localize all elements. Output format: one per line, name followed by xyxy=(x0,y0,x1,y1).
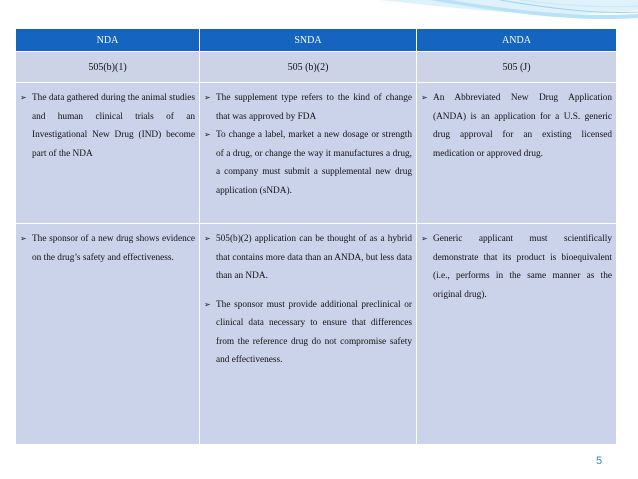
anda-cell-2 xyxy=(417,224,617,445)
snda-cell-1 xyxy=(200,83,417,224)
table-row xyxy=(16,83,617,224)
header-snda: SNDA xyxy=(200,29,417,52)
bullet-item: ➢ The sponsor of a new drug shows evidence on the drug’s safety and effectiveness. xyxy=(20,230,195,267)
header-anda: ANDA xyxy=(417,29,617,52)
bullet-item: ➢ Generic applicant must scientifically demonstrate that its product is bioequivalent (i.e., performs in the same manner as the original drug). xyxy=(421,230,612,304)
arrow-bullet-icon: ➢ xyxy=(204,93,211,102)
arrow-bullet-icon: ➢ xyxy=(20,234,27,243)
header-nda: NDA xyxy=(16,29,200,52)
header-row xyxy=(16,29,617,52)
arrow-bullet-icon: ➢ xyxy=(421,93,428,102)
bullet-item: ➢ To change a label, market a new dosage or strength of a drug, or change the way it manufactures a drug, a company must submit a supplemental new drug application (sNDA). xyxy=(204,126,412,200)
section-505-j: 505 (J) xyxy=(417,52,617,83)
page-number: 5 xyxy=(596,455,603,467)
arrow-bullet-icon: ➢ xyxy=(204,130,211,139)
table-row xyxy=(16,224,617,445)
anda-cell-1 xyxy=(417,83,617,224)
arrow-bullet-icon: ➢ xyxy=(204,299,211,309)
bullet-item: ➢ The sponsor must provide additional preclinical or clinical data necessary to ensure that differences from the reference drug do not compromise safety and effectiveness. xyxy=(204,296,412,370)
bullet-item: ➢ An Abbreviated New Drug Application (ANDA) is an application for a U.S. generic drug approval for an existing licensed medication or approved drug. xyxy=(421,89,612,163)
section-row xyxy=(16,52,617,83)
arrow-bullet-icon: ➢ xyxy=(421,234,428,243)
section-505-b-2: 505 (b)(2) xyxy=(200,52,417,83)
arrow-bullet-icon: ➢ xyxy=(204,234,211,243)
bullet-item: ➢ 505(b)(2) application can be thought of as a hybrid that contains more data than an ANDA, but less data than an NDA. xyxy=(204,230,412,286)
arrow-bullet-icon: ➢ xyxy=(20,93,27,102)
drug-application-table xyxy=(15,28,617,445)
drug-application-table-container xyxy=(15,28,616,445)
bullet-item: ➢ The data gathered during the animal studies and human clinical trials of an Investigational New Drug (IND) become part of the NDA xyxy=(20,89,195,163)
section-505-b-1: 505(b)(1) xyxy=(16,52,200,83)
nda-cell-1 xyxy=(16,83,200,224)
nda-cell-2 xyxy=(16,224,200,445)
snda-cell-2 xyxy=(200,224,417,445)
bullet-item: ➢ The supplement type refers to the kind of change that was approved by FDA xyxy=(204,89,412,126)
